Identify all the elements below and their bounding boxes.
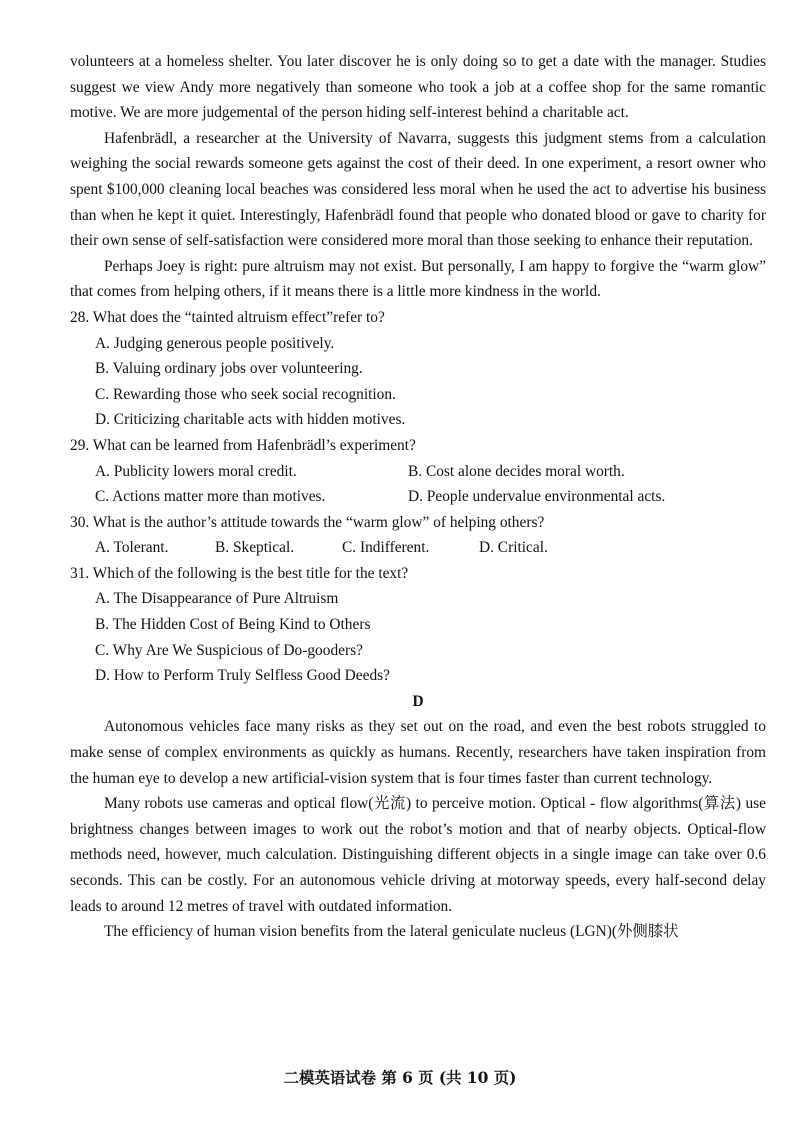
option-row (95, 484, 766, 510)
passage-paragraph: volunteers at a homeless shelter. You later discover he is only doing so to get a date with the manager. Studies suggest we view Andy more negatively than someone who took a job at a coffee shop for the same romantic motive. We are more judgemental of the person hiding self-interest behind a charitable act. (70, 53, 766, 122)
page-footer: 二模英语试卷 第 6 页 (共 10 页) (283, 1069, 517, 1087)
option-row (95, 535, 766, 561)
option: C. Indifferent. (342, 539, 430, 557)
question-stem: 31. Which of the following is the best title for the text? (70, 564, 409, 582)
question-stem: 30. What is the author’s attitude towards the “warm glow” of helping others? (70, 513, 545, 531)
option: D. How to Perform Truly Selfless Good Deeds? (95, 667, 390, 685)
option: A. Tolerant. (95, 539, 169, 557)
option: C. Rewarding those who seek social recognition. (95, 385, 396, 403)
section-heading: D (412, 692, 424, 710)
option: A. Judging generous people positively. (95, 334, 335, 352)
option: A. The Disappearance of Pure Altruism (95, 590, 339, 608)
option: D. Critical. (479, 539, 548, 557)
option: D. Criticizing charitable acts with hidden motives. (95, 411, 406, 429)
option: A. Publicity lowers moral credit. (95, 462, 297, 480)
passage-paragraph: Many robots use cameras and optical flow(光流) to perceive motion. Optical - flow algorithms(算法) use brightness changes between images to work out the robot’s motion and that of nearby objects. Optical-flow methods need, however, much calculation. Distinguishing different objects in a single image can take over 0.6 seconds. This can be costly. For an autonomous vehicle driving at motorway speeds, every half-second delay leads to around 12 metres of travel with outdated information. (70, 795, 766, 915)
option: C. Actions matter more than motives. (95, 488, 326, 506)
option: B. Valuing ordinary jobs over volunteering. (95, 360, 363, 378)
question-31 (70, 561, 766, 689)
option-row (95, 459, 766, 485)
option: B. Cost alone decides moral worth. (408, 462, 625, 480)
question-30 (70, 510, 766, 561)
option: B. The Hidden Cost of Being Kind to Others (95, 616, 371, 634)
passage-paragraph: Autonomous vehicles face many risks as they set out on the road, and even the best robots struggled to make sense of complex environments as quickly as humans. Recently, researchers have taken inspiration from the human eye to develop a new artificial-vision system that is four times faster than current technology. (70, 718, 766, 787)
passage-paragraph: Hafenbrädl, a researcher at the University of Navarra, suggests this judgment stems from a calculation weighing the social rewards someone gets against the cost of their deed. In one experiment, a resort owner who spent $100,000 cleaning local beaches was considered less moral when he used the act to advertise his business than when he kept it quiet. Interestingly, Hafenbrädl found that people who donated blood or gave to charity for their own sense of self-satisfaction were considered more moral than those seeking to enhance their reputation. (70, 129, 766, 250)
question-29 (70, 433, 766, 510)
option: D. People undervalue environmental acts. (408, 488, 666, 506)
question-stem: 28. What does the “tainted altruism effect”refer to? (70, 308, 385, 326)
page-content (70, 49, 766, 945)
question-stem: 29. What can be learned from Hafenbrädl’s experiment? (70, 436, 416, 454)
passage-paragraph: The efficiency of human vision benefits from the lateral geniculate nucleus (LGN)(外侧膝状 (104, 923, 679, 941)
question-28 (70, 305, 766, 433)
option: B. Skeptical. (215, 539, 295, 557)
option: C. Why Are We Suspicious of Do-gooders? (95, 641, 363, 659)
passage-paragraph: Perhaps Joey is right: pure altruism may not exist. But personally, I am happy to forgive the “warm glow” that comes from helping others, if it means there is a little more kindness in the world. (70, 257, 766, 301)
